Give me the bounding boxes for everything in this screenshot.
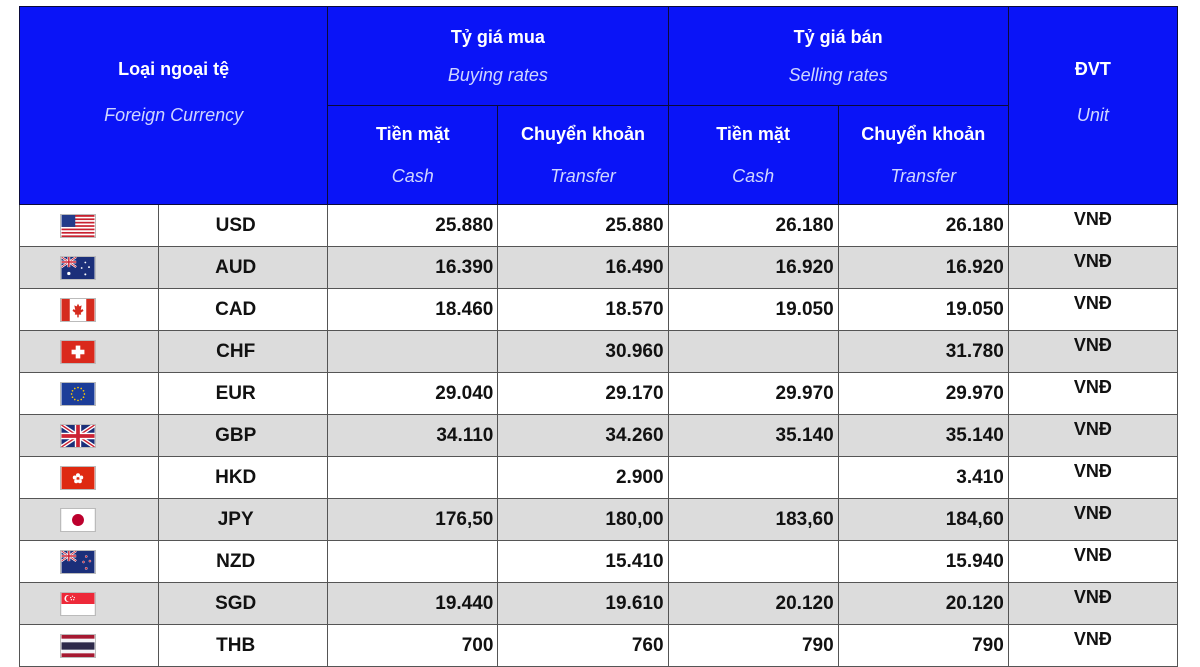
table-row (20, 415, 1178, 457)
buy-transfer-value: 760 (498, 625, 668, 667)
unit-value: VNĐ (1008, 331, 1177, 373)
buy-cash-value: 34.110 (328, 415, 498, 457)
ca-flag-icon (60, 298, 96, 322)
buy-cash-value: 19.440 (328, 583, 498, 625)
buy-transfer-value: 180,00 (498, 499, 668, 541)
currency-code: CAD (159, 289, 328, 331)
flag-cell (20, 625, 159, 667)
sell-cash-value: 20.120 (668, 583, 838, 625)
sell-cash-header-en: Cash (732, 166, 775, 186)
sell-transfer-header (838, 106, 1008, 205)
currency-code: AUD (159, 247, 328, 289)
table-row (20, 373, 1178, 415)
sell-transfer-value: 790 (838, 625, 1008, 667)
unit-value: VNĐ (1008, 625, 1177, 667)
ch-flag-icon (60, 340, 96, 364)
flag-cell (20, 499, 159, 541)
currency-code: EUR (159, 373, 328, 415)
buy-transfer-value: 16.490 (498, 247, 668, 289)
buy-cash-value: 25.880 (328, 205, 498, 247)
eu-flag-icon (60, 382, 96, 406)
sell-cash-value: 16.920 (668, 247, 838, 289)
sell-transfer-value: 35.140 (838, 415, 1008, 457)
buy-cash-value: 16.390 (328, 247, 498, 289)
sell-cash-value: 183,60 (668, 499, 838, 541)
buy-cash-header-en: Cash (391, 166, 434, 186)
flag-cell (20, 289, 159, 331)
table-row (20, 247, 1178, 289)
unit-value: VNĐ (1008, 499, 1177, 541)
unit-value: VNĐ (1008, 247, 1177, 289)
hk-flag-icon (60, 466, 96, 490)
currency-code: SGD (159, 583, 328, 625)
currency-code: CHF (159, 331, 328, 373)
table-row (20, 289, 1178, 331)
unit-value: VNĐ (1008, 457, 1177, 499)
gb-flag-icon (60, 424, 96, 448)
sell-transfer-value: 31.780 (838, 331, 1008, 373)
currency-header (20, 7, 328, 205)
buy-transfer-value: 34.260 (498, 415, 668, 457)
nz-flag-icon (60, 550, 96, 574)
unit-header-en: Unit (1076, 104, 1109, 125)
buy-cash-value (328, 457, 498, 499)
buying-header-vi: Tỷ giá mua (450, 27, 545, 47)
unit-value: VNĐ (1008, 415, 1177, 457)
jp-flag-icon (60, 508, 96, 532)
buy-transfer-value: 15.410 (498, 541, 668, 583)
buy-transfer-value: 2.900 (498, 457, 668, 499)
au-flag-icon (60, 256, 96, 280)
currency-header-en: Foreign Currency (104, 104, 244, 125)
currency-code: HKD (159, 457, 328, 499)
buy-cash-value: 18.460 (328, 289, 498, 331)
sell-cash-value: 26.180 (668, 205, 838, 247)
buy-cash-header-vi: Tiền mặt (375, 124, 450, 144)
sell-cash-value (668, 457, 838, 499)
sell-cash-value (668, 541, 838, 583)
sell-cash-value (668, 331, 838, 373)
th-flag-icon (60, 634, 96, 658)
buy-transfer-value: 25.880 (498, 205, 668, 247)
flag-cell (20, 583, 159, 625)
buy-cash-value: 176,50 (328, 499, 498, 541)
buy-cash-value (328, 541, 498, 583)
unit-value: VNĐ (1008, 205, 1177, 247)
sg-flag-icon (60, 592, 96, 616)
unit-value: VNĐ (1008, 541, 1177, 583)
buy-transfer-value: 18.570 (498, 289, 668, 331)
table-row (20, 331, 1178, 373)
sell-transfer-value: 3.410 (838, 457, 1008, 499)
table-row (20, 541, 1178, 583)
sell-transfer-value: 16.920 (838, 247, 1008, 289)
buy-cash-value: 29.040 (328, 373, 498, 415)
sell-cash-value: 29.970 (668, 373, 838, 415)
sell-transfer-value: 15.940 (838, 541, 1008, 583)
sell-cash-value: 790 (668, 625, 838, 667)
unit-header (1008, 7, 1177, 205)
table-row (20, 205, 1178, 247)
flag-cell (20, 415, 159, 457)
currency-header-vi: Loại ngoại tệ (118, 58, 230, 79)
unit-value: VNĐ (1008, 289, 1177, 331)
flag-cell (20, 457, 159, 499)
currency-code: GBP (159, 415, 328, 457)
selling-header-vi: Tỷ giá bán (793, 27, 883, 47)
us-flag-icon (60, 214, 96, 238)
buying-header-en: Buying rates (447, 65, 548, 85)
rate-rows (20, 205, 1178, 667)
sell-transfer-value: 29.970 (838, 373, 1008, 415)
selling-rates-header (668, 7, 1008, 106)
buy-cash-header (328, 106, 498, 205)
table-row (20, 625, 1178, 667)
sell-transfer-header-vi: Chuyển khoản (861, 124, 986, 144)
unit-value: VNĐ (1008, 373, 1177, 415)
sell-cash-header-vi: Tiền mặt (716, 124, 790, 144)
sell-cash-value: 19.050 (668, 289, 838, 331)
sell-transfer-value: 20.120 (838, 583, 1008, 625)
flag-cell (20, 247, 159, 289)
selling-header-en: Selling rates (788, 65, 888, 85)
sell-transfer-value: 19.050 (838, 289, 1008, 331)
buy-transfer-header-vi: Chuyển khoản (520, 124, 645, 144)
flag-cell (20, 331, 159, 373)
table-row (20, 583, 1178, 625)
unit-value: VNĐ (1008, 583, 1177, 625)
buy-transfer-value: 29.170 (498, 373, 668, 415)
table-row (20, 499, 1178, 541)
exchange-rate-table (19, 6, 1178, 667)
table-row (20, 457, 1178, 499)
buy-transfer-header (498, 106, 668, 205)
buy-transfer-value: 19.610 (498, 583, 668, 625)
buy-transfer-header-en: Transfer (550, 166, 616, 186)
buy-transfer-value: 30.960 (498, 331, 668, 373)
buy-cash-value: 700 (328, 625, 498, 667)
buying-rates-header (328, 7, 668, 106)
sell-transfer-value: 26.180 (838, 205, 1008, 247)
currency-code: NZD (159, 541, 328, 583)
flag-cell (20, 205, 159, 247)
sell-transfer-header-en: Transfer (890, 166, 957, 186)
buy-cash-value (328, 331, 498, 373)
currency-code: USD (159, 205, 328, 247)
sell-transfer-value: 184,60 (838, 499, 1008, 541)
currency-code: JPY (159, 499, 328, 541)
sell-cash-header (668, 106, 838, 205)
unit-header-vi: ĐVT (1074, 58, 1111, 79)
flag-cell (20, 541, 159, 583)
flag-cell (20, 373, 159, 415)
currency-code: THB (159, 625, 328, 667)
sell-cash-value: 35.140 (668, 415, 838, 457)
